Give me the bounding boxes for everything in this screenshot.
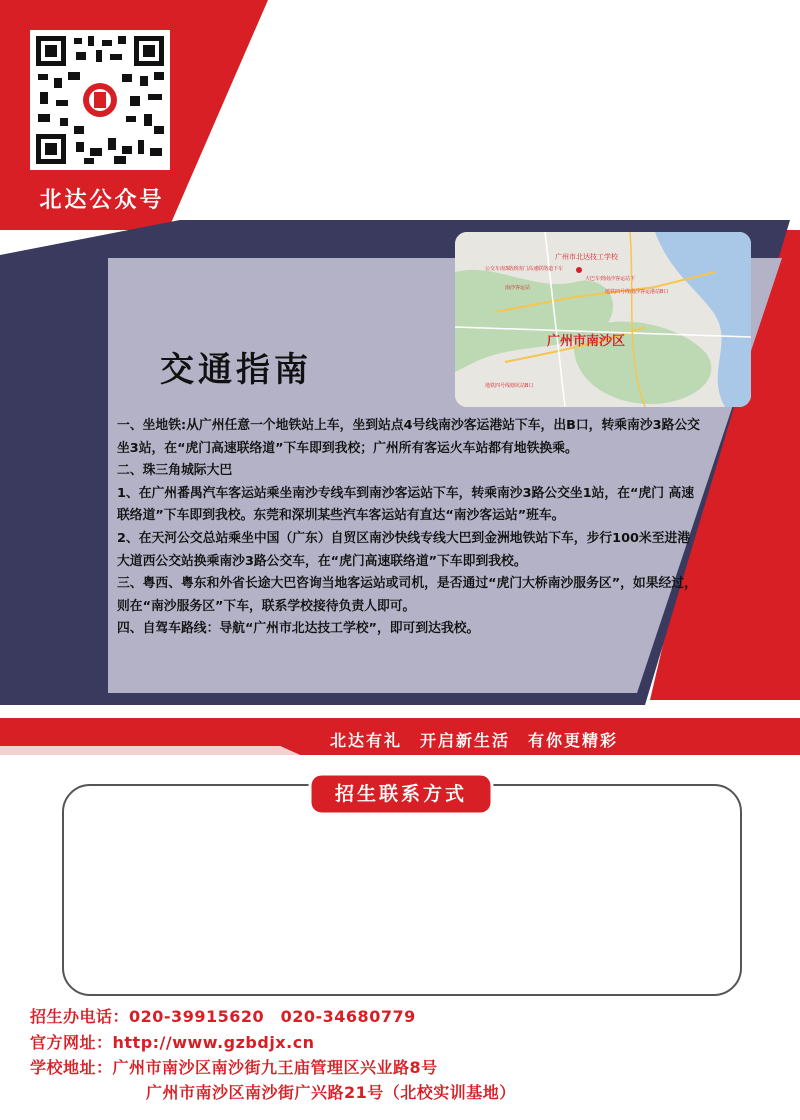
map-region-label: 广州市南沙区 [547, 334, 626, 349]
map-note: 地铁四号线塘坑站B口 [485, 383, 534, 389]
address-value-2: 广州市南沙区南沙街广兴路21号（北校实训基地） [146, 1083, 516, 1102]
qr-code [30, 30, 170, 170]
map-note: 公交车南3路到虎门高速联络道下车 [485, 266, 564, 272]
contact-tab-title: 招生联系方式 [334, 783, 467, 805]
address-label: 学校地址： [30, 1058, 113, 1077]
phone-line [30, 1004, 416, 1027]
location-map [455, 232, 751, 407]
guide-paragraph: 四、自驾车路线：导航“广州市北达技工学校”，即可到达我校。 [117, 621, 480, 637]
address-value-1: 广州市南沙区南沙街九王庙管理区兴业路8号 [112, 1058, 438, 1077]
guide-title: 交通指南 [160, 350, 312, 390]
qr-code-icon [30, 30, 170, 170]
address-line [30, 1055, 438, 1078]
website-line [30, 1030, 315, 1053]
qr-caption: 北达公众号 [39, 187, 165, 213]
guide-body [117, 415, 702, 641]
phone-label: 招生办电话： [30, 1007, 130, 1026]
slogan: 北达有礼 开启新生活 有你更精彩 [330, 731, 619, 750]
address-line-2 [146, 1080, 516, 1103]
phone-value: 020-39915620 020-34680779 [129, 1007, 416, 1026]
guide-paragraph: 三、粤西、粤东和外省长途大巴咨询当地客运站或司机，是否通过“虎门大桥南沙服务区”，如果经过，则在“南沙服务区”下车，联系学校接待负责人即可。 [117, 576, 697, 614]
guide-paragraph: 二、珠三角城际大巴 [117, 463, 233, 479]
guide-paragraph: 一、坐地铁:从广州任意一个地铁站上车，坐到站点4号线南沙客运港站下车，出B口，转乘南沙3路公交坐3站，在“虎门高速联络道”下车即到我校；广州所有客运火车站都有地铁换乘。 [117, 418, 700, 456]
map-note: 南沙客运站 [505, 285, 531, 291]
website-label: 官方网址： [30, 1033, 113, 1052]
slogan-bar-shadow [0, 746, 300, 755]
map-note: 地铁四号线南沙客运港站B口 [605, 289, 669, 295]
guide-paragraph: 1、在广州番禺汽车客运站乘坐南沙专线车到南沙客运站下车，转乘南沙3路公交坐1站，在“虎门 高速联络道”下车即到我校。东莞和深圳某些汽车客运站有直达“南沙客运站”班车。 [117, 485, 695, 524]
map-note: 大巴车到南沙客运站下 [585, 276, 636, 282]
map-school-label: 广州市北达技工学校 [555, 253, 618, 261]
guide-paragraph: 2、在天河公交总站乘坐中国（广东）自贸区南沙快线专线大巴到金洲地铁站下车，步行100米至进港大道西公交站换乘南沙3路公交车，在“虎门高速联络道”下车即到我校。 [117, 530, 691, 569]
website-link[interactable]: http://www.gzbdjx.cn [112, 1033, 315, 1052]
